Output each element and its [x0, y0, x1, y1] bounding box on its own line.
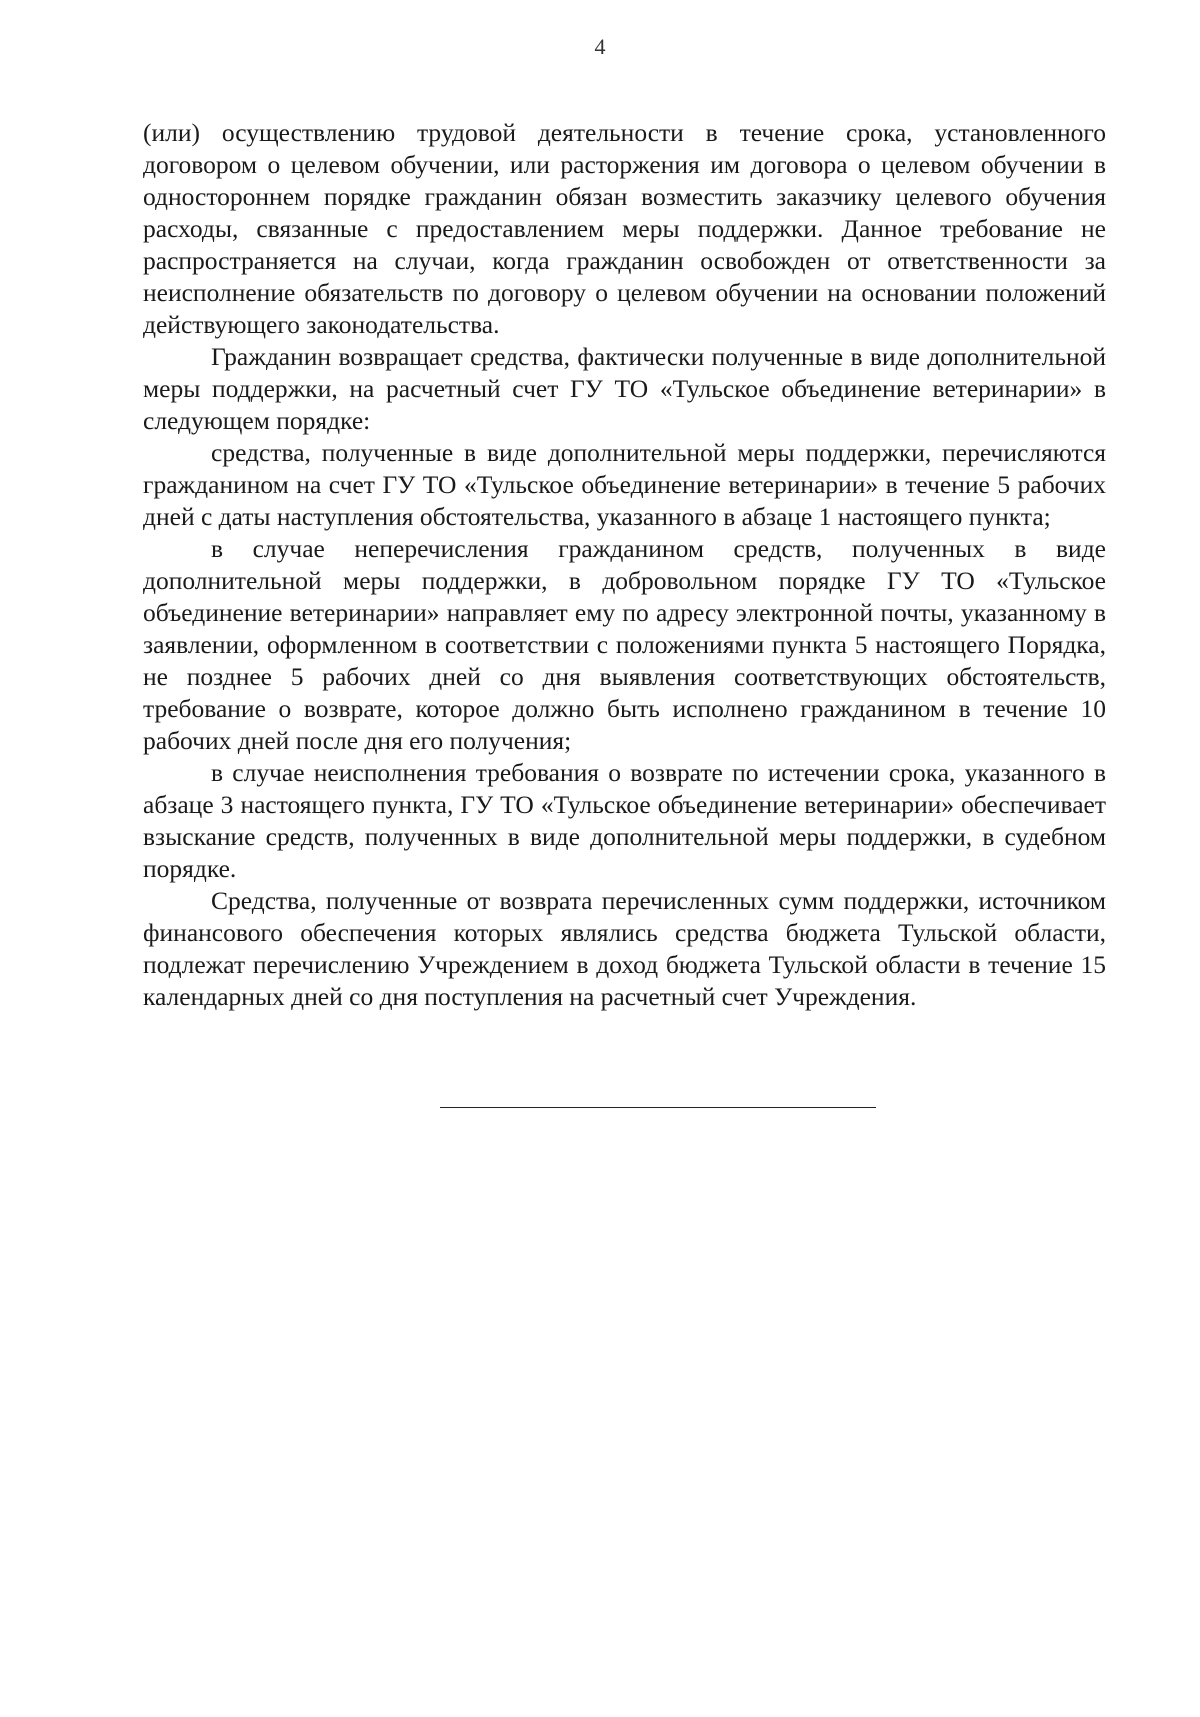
- paragraph-transfer-term: средства, полученные в виде дополнительной меры поддержки, перечисляются гражданином на счет ГУ ТО «Тульское объединение ветеринарии» в течение 5 рабочих дней с даты наступления обстоятельства, указанного в абзаце 1 настоящего пункта;: [143, 438, 1106, 531]
- page-number: 4: [594, 34, 606, 59]
- paragraph-judicial-recovery: в случае неисполнения требования о возврате по истечении срока, указанного в абзаце 3 настоящего пункта, ГУ ТО «Тульское объединение ветеринарии» обеспечивает взыскание средств, полученных в виде дополнительной меры поддержки, в судебном порядке.: [143, 758, 1106, 883]
- paragraph-continuation: (или) осуществлению трудовой деятельности в течение срока, установленного договором о целевом обучении, или расторжения им договора о целевом обучении в одностороннем порядке гражданин обязан возместить заказчику целевого обучения расходы, связанные с предоставлением меры поддержки. Данное требование не распространяется на случаи, когда гражданин освобожден от ответственности за неисполнение обязательств по договору о целевом обучении на основании положений действующего законодательства.: [143, 118, 1106, 339]
- paragraph-return-of-funds: Гражданин возвращает средства, фактически полученные в виде дополнительной меры поддержки, на расчетный счет ГУ ТО «Тульское объединение ветеринарии» в следующем порядке:: [143, 342, 1106, 435]
- closing-divider-line: [440, 1107, 876, 1108]
- paragraph-non-transfer-demand: в случае неперечисления гражданином средств, полученных в виде дополнительной меры поддержки, в добровольном порядке ГУ ТО «Тульское объединение ветеринарии» направляет ему по адресу электронной почты, указанному в заявлении, оформленном в соответствии с положениями пункта 5 настоящего Порядка, не позднее 5 рабочих дней со дня выявления соответствующих обстоятельств, требование о возврате, которое должно быть исполнено гражданином в течение 10 рабочих дней после дня его получения;: [143, 534, 1106, 755]
- document-body: [143, 117, 1106, 1013]
- paragraph-budget-transfer: Средства, полученные от возврата перечисленных сумм поддержки, источником финансового обеспечения которых являлись средства бюджета Тульской области, подлежат перечислению Учреждением в доход бюджета Тульской области в течение 15 календарных дней со дня поступления на расчетный счет Учреждения.: [143, 886, 1106, 1011]
